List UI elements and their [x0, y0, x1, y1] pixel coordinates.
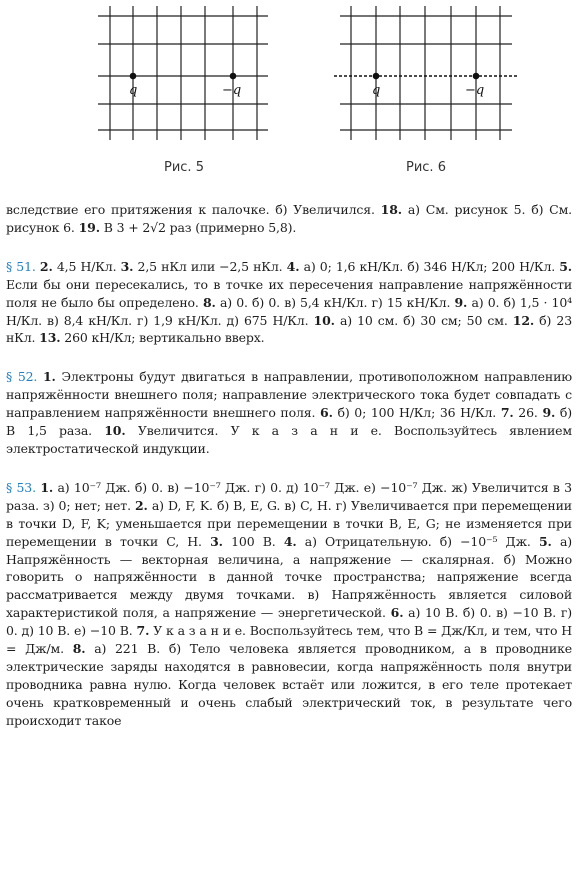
- fig5-label-q: q: [129, 83, 138, 98]
- intro-text-3: В 3 + 2√2 раз (примерно 5,8).: [99, 219, 297, 235]
- answer-text: Электроны будут двигаться в направлении, противоположном направлению напряжённости внешнего поля; направление электрического тока будет совпадать с направлением напряжённости внешнего поля.: [6, 369, 573, 421]
- fig6-charge-negative: [473, 73, 480, 80]
- answer-text: 2,5 нКл или −2,5 нКл.: [133, 258, 287, 274]
- intro-number-19: 19.: [78, 219, 100, 235]
- figure-5-caption: Рис. 5: [164, 160, 204, 175]
- answer-number: 6.: [390, 605, 404, 621]
- answer-text: а) 10 В. б) 0. в) −10 В. г) 0. д) 10 В. е) −10 В.: [6, 605, 572, 639]
- answer-text: а) 0. б) 1,5 · 10⁴ Н/Кл. в) 8,4 кН/Кл. г) 1,9 кН/Кл. д) 675 Н/Кл.: [6, 294, 572, 328]
- answer-number: 1.: [43, 369, 56, 385]
- answer-number: 1.: [40, 479, 54, 495]
- answer-number: 3.: [210, 533, 223, 549]
- answer-number: 2.: [39, 258, 53, 274]
- answer-number: 7.: [136, 623, 150, 639]
- answer-number: 5.: [538, 533, 552, 549]
- intro-paragraph: [6, 201, 572, 237]
- section-52-paragraph: [6, 368, 572, 458]
- answer-text: Если бы они пересекались, то в точке их пересечения направление напряжённости поля не было бы определено.: [6, 276, 572, 310]
- answer-number: 2.: [135, 497, 148, 513]
- answer-text: 26.: [513, 405, 543, 421]
- answer-text: б) 0; 100 Н/Кл; 36 Н/Кл.: [332, 405, 501, 421]
- fig6-label-minus-q: −q: [465, 83, 485, 98]
- answer-number: 9.: [454, 294, 468, 310]
- answer-text: а) 221 В. б) Тело человека является проводником, а в проводнике электрические заряды находятся в равновесии, когда напряжённость поля внутри проводника равна нулю. Когда человек встаёт или ложится, в его теле протекает очень кратковременный и очень слабый электрический ток, в результате чего происходит такое: [6, 641, 572, 728]
- answer-number: 3.: [120, 258, 134, 274]
- answer-number: 12.: [512, 312, 535, 328]
- figure-6-caption: Рис. 6: [406, 160, 446, 175]
- fig5-charge-positive: [130, 73, 137, 80]
- answer-text: а) D, F, K. б) B, E, G. в) C, H. г) Увеличивается при перемещении в точки D, F, K; уменьшается при перемещении в точки B, E, G; не изменяется при перемещении в точки C, H.: [6, 497, 572, 549]
- fig5-charge-negative: [230, 73, 237, 80]
- answer-number: 9.: [542, 405, 556, 421]
- section-label: § 51.: [6, 258, 36, 274]
- answer-text: а) Напряжённость — векторная величина, а напряжение — скалярная. б) Можно говорить о напряжённости в данной точке пространства; напряжение всегда рассматривается между двумя точками. в) Напряжённость является силовой характеристикой поля, а напряжение — энергетической.: [6, 533, 572, 621]
- section-53-paragraph: [6, 479, 572, 730]
- answer-number: 13.: [39, 330, 61, 346]
- figures-area: [0, 0, 578, 200]
- section-label: § 52.: [6, 369, 38, 385]
- section-label: § 53.: [6, 479, 36, 495]
- answer-number: 7.: [500, 405, 514, 421]
- answer-text: а) 10 см. б) 30 см; 50 см.: [334, 312, 513, 328]
- section-51-paragraph: [6, 258, 572, 348]
- answer-text: б) В 1,5 раза.: [6, 405, 572, 439]
- answer-text: 100 В.: [222, 533, 284, 549]
- intro-text-1: вследствие его притяжения к палочке. б) Увеличился.: [6, 202, 381, 217]
- answer-text: 4,5 Н/Кл.: [52, 258, 121, 274]
- answers-text: [6, 201, 572, 730]
- answer-number: 4.: [286, 258, 300, 274]
- answer-text: а) Отрицательную. б) −10⁻⁵ Дж.: [296, 533, 539, 549]
- answer-number: 4.: [283, 533, 297, 549]
- intro-number-18: 18.: [380, 202, 402, 217]
- answer-text: а) 0. б) 0. в) 5,4 кН/Кл. г) 15 кН/Кл.: [215, 294, 455, 310]
- answer-text: а) 10⁻⁷ Дж. б) 0. в) −10⁻⁷ Дж. г) 0. д) 10⁻⁷ Дж. е) −10⁻⁷ Дж. ж) Увеличится в 3 раза. з) 0; нет; нет.: [6, 479, 572, 513]
- answer-text: а) 0; 1,6 кН/Кл. б) 346 Н/Кл; 200 Н/Кл.: [299, 258, 560, 274]
- figure-6-grid: [340, 6, 512, 140]
- answer-number: 10.: [104, 423, 126, 439]
- figures-svg: [0, 0, 578, 200]
- answer-text: У к а з а н и е. Воспользуйтесь тем, что В = Дж/Кл, и тем, что Н = Дж/м.: [6, 623, 572, 657]
- fig6-label-q: q: [372, 83, 381, 98]
- answer-text: 260 кН/Кл; вертикально вверх.: [60, 330, 265, 346]
- answer-number: 5.: [559, 258, 572, 274]
- fig5-label-minus-q: −q: [222, 83, 242, 98]
- answer-number: 8.: [202, 294, 216, 310]
- figure-5-grid: [98, 6, 268, 140]
- intro-text-2: а) См. рисунок 5. б) См. рисунок 6.: [6, 202, 572, 235]
- answer-number: 10.: [313, 312, 335, 328]
- answer-text: б) 23 нКл.: [6, 312, 572, 346]
- answer-number: 6.: [320, 405, 333, 421]
- answer-text: Увеличится. У к а з а н и е. Воспользуйтесь явлением электростатической индукции.: [6, 423, 572, 456]
- fig6-charge-positive: [373, 73, 380, 80]
- answer-number: 8.: [72, 641, 86, 657]
